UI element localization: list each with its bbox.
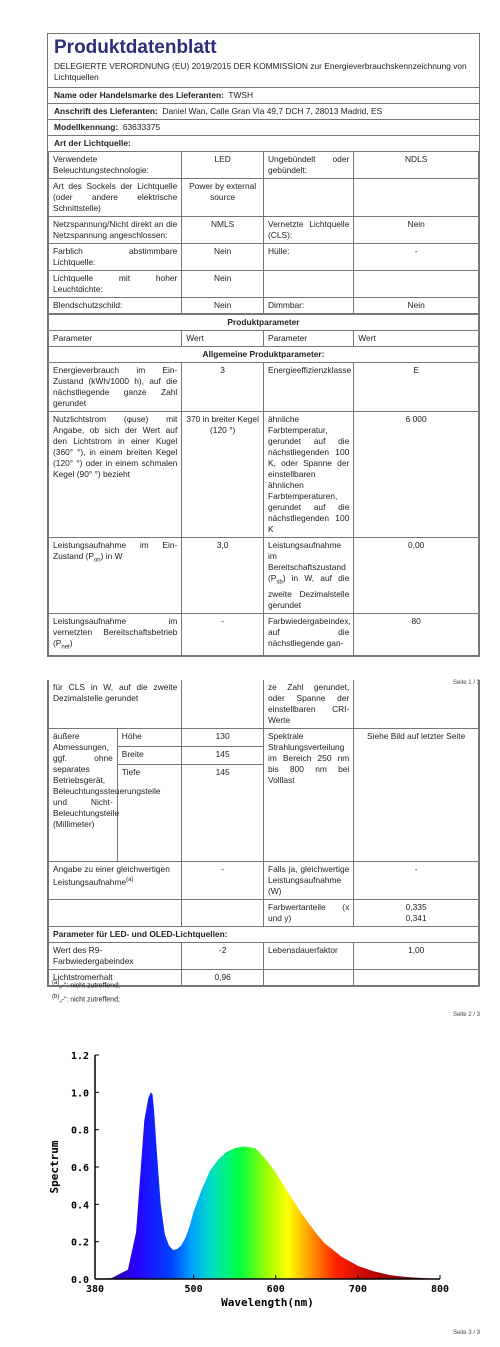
light-type-row (48, 135, 479, 151)
spectral-distribution-value: Siehe Bild auf letzter Seite (354, 729, 479, 862)
col-value-header-2: Wert (354, 331, 479, 347)
r9-value: -2 (182, 943, 264, 970)
product-params-table-cont (48, 680, 479, 986)
light-type-label: Art der Lichtquelle: (54, 138, 131, 148)
model-row (48, 119, 479, 135)
x-tick-label: 380 (85, 1284, 105, 1295)
energy-consumption-label: Energieverbrauch im Ein-Zustand (kWh/1000 h), auf die nächstliegende ganze Zahl gerundet (49, 363, 182, 412)
lifetime-factor-label: Lebensdauerfaktor (263, 943, 353, 970)
empty-cell (49, 900, 182, 927)
light-source-value-2: Nein (354, 298, 479, 314)
equivalent-power-text: Angabe zu einer gleichwertigen Leistungsaufnahme (53, 864, 170, 887)
energy-consumption-value: 3 (182, 363, 264, 412)
light-source-row (49, 244, 479, 271)
cct-value: 6 000 (354, 412, 479, 538)
datasheet-frame-2 (47, 680, 480, 990)
y-tick-label: 0.6 (70, 1163, 89, 1174)
standby-power-label (263, 538, 353, 614)
light-source-value: Nein (182, 298, 264, 314)
y-tick-label: 0.0 (70, 1275, 89, 1286)
equivalent-power-w-value: - (354, 862, 479, 900)
networked-standby-label (49, 613, 182, 656)
light-source-value: Nein (182, 271, 264, 298)
cct-label: ähnliche Farbtemperatur, gerundet auf die nächstliegenden 100 K, oder Spanne der einstellbaren ähnlichen Farbtemperaturen, gerundet auf die nächstliegenden 100 K (263, 412, 353, 538)
led-params-header: Parameter für LED- und OLED-Lichtquellen: (49, 927, 479, 943)
product-params-table (48, 314, 479, 656)
page-number-3: Seite 3 / 3 (452, 1330, 480, 1336)
empty-cell (182, 900, 264, 927)
luminous-flux-label: Nutzlichtstrom (φuse) mit Angabe, ob sich der Wert auf den Lichtstrom in einer Kugel (360° °), in einem breiten Kegel (120° °) oder in einem schmalen Kegel (90° °) bezieht (49, 412, 182, 538)
light-source-table (48, 151, 479, 314)
lumen-maintenance-label: Lichtstromerhalt (49, 970, 182, 986)
light-source-value: Nein (182, 244, 264, 271)
supplier-address-row (48, 103, 479, 119)
standby-power-value: 0,00 (354, 538, 479, 614)
light-source-label: Farblich abstimmbare Lichtquelle: (49, 244, 182, 271)
on-power-sub: on (93, 557, 101, 564)
light-source-label: Verwendete Beleuchtungstechnologie: (49, 152, 182, 179)
empty-cell (263, 970, 353, 986)
footnote-a-text: „-“: nicht zutreffend; (59, 982, 120, 990)
light-source-label-2: Hülle: (263, 244, 353, 271)
light-source-row (49, 179, 479, 217)
empty-cell (182, 680, 264, 729)
height-value: 130 (182, 729, 264, 747)
light-source-value-2 (354, 271, 479, 298)
light-source-label: Art des Sockels der Lichtquelle (oder andere elektrische Schnittstelle) (49, 179, 182, 217)
y-tick-label: 0.8 (70, 1125, 89, 1137)
on-power-value: 3,0 (182, 538, 264, 614)
regulation-subtitle: DELEGIERTE VERORDNUNG (EU) 2019/2015 DER KOMMISSION zur Energieverbrauchskennzeichnung von Lichtquellen (54, 61, 467, 82)
chromaticity-label: Farbwertanteile (x und y) (263, 900, 353, 927)
page-number-2: Seite 2 / 3 (452, 1012, 480, 1018)
footnote-b (52, 992, 120, 1005)
col-value-header: Wert (182, 331, 264, 347)
light-source-value-2: Nein (354, 217, 479, 244)
networked-standby-label-cont: für CLS in W, auf die zweite Dezimalstelle gerundet (49, 680, 182, 729)
light-source-label-2 (263, 271, 353, 298)
light-source-row (49, 217, 479, 244)
light-source-value: Power by external source (182, 179, 264, 217)
efficiency-class-value: E (354, 363, 479, 412)
x-tick-label: 700 (348, 1284, 367, 1295)
width-label: Breite (117, 747, 182, 765)
cri-label-cont: ze Zahl gerundet, oder Spanne der einstellbaren CRI-Werte (263, 680, 353, 729)
light-source-row (49, 271, 479, 298)
x-axis-label: Wavelength(nm) (221, 1296, 314, 1309)
chromaticity-value (354, 900, 479, 927)
light-source-label: Blendschutzschild: (49, 298, 182, 314)
networked-standby-sub: net (61, 644, 70, 651)
supplier-address: Daniel Wan, Calle Gran Via 49,7 DCH 7, 28013 Madrid, ES (162, 106, 383, 116)
networked-standby-value: - (182, 613, 264, 656)
r9-label: Wert des R9-Farbwiedergabeindex (49, 943, 182, 970)
standby-power-sub: sb (276, 579, 283, 586)
col-param-header-2: Parameter (263, 331, 353, 347)
general-params-header: Allgemeine Produktparameter: (49, 347, 479, 363)
x-tick-label: 600 (266, 1284, 285, 1295)
equivalent-power-label (49, 862, 182, 900)
y-tick-label: 0.2 (70, 1237, 89, 1249)
light-source-value-2: NDLS (354, 152, 479, 179)
standby-power-text: Leistungsaufnahme im Bereitschaftszustand (P (267, 540, 346, 583)
depth-label: Tiefe (117, 765, 182, 862)
light-source-value: NMLS (182, 217, 264, 244)
product-params-header: Produktparameter (49, 315, 479, 331)
luminous-flux-value: 370 in breiter Kegel (120 °) (182, 412, 264, 538)
width-value: 145 (182, 747, 264, 765)
light-source-row (49, 152, 479, 179)
footnote-b-text: „-“: nicht zutreffend; (59, 996, 120, 1004)
empty-cell (354, 970, 479, 986)
footnote-a (52, 978, 120, 991)
networked-standby-text-end: ) (69, 637, 73, 648)
standby-power-text-end: ) in W, auf die zweite Dezimalstelle gerundet (267, 573, 350, 610)
light-source-label-2 (263, 179, 353, 217)
footnote-a-mark: (a) (52, 980, 60, 986)
supplier-name-row (48, 87, 479, 103)
page-number-1: Seite 1 / 3 (452, 680, 480, 686)
on-power-text: Leistungsaufnahme im Ein-Zustand (P (53, 540, 178, 561)
model-id: 63633375 (122, 122, 161, 132)
supplier-name: TWSH (228, 90, 254, 100)
cri-label: Farbwiedergabeindex, auf die nächstliegende gan- (263, 613, 353, 656)
equivalent-power-w-label: Falls ja, gleichwertige Leistungsaufnahme (W) (263, 862, 353, 900)
footnote-b-mark: (b) (52, 994, 60, 1000)
lumen-maintenance-value: 0,96 (182, 970, 264, 986)
y-axis-label: Spectrum (48, 1140, 61, 1194)
light-source-label-2: Ungebündelt oder gebündelt: (263, 152, 353, 179)
x-tick-label: 800 (430, 1284, 450, 1295)
chromaticity-x: 0,335 (405, 902, 427, 912)
light-source-label: Lichtquelle mit hoher Leuchtdichte: (49, 271, 182, 298)
networked-standby-text: Leistungsaufnahme im vernetzten Bereitschaftsbetrieb (P (53, 615, 178, 648)
model-label: Modellkennung: (54, 122, 119, 132)
empty-cell (354, 680, 479, 729)
light-source-label: Netzspannung/Nicht direkt an die Netzspannung angeschlossen: (49, 217, 182, 244)
light-source-value-2: - (354, 244, 479, 271)
light-source-value: LED (182, 152, 264, 179)
light-source-label-2: Dimmbar: (263, 298, 353, 314)
spectrum-chart (0, 1030, 500, 1330)
cri-value: 80 (354, 613, 479, 656)
efficiency-class-label: Energieeffizienzklasse (263, 363, 353, 412)
light-source-value-2 (354, 179, 479, 217)
on-power-label (49, 538, 182, 614)
page-title: Produktdatenblatt (54, 37, 217, 58)
page-3 (0, 1030, 500, 1347)
depth-value: 145 (182, 765, 264, 862)
spectrum-fill (95, 1092, 440, 1279)
light-source-label-2: Vernetzte Lichtquelle (CLS): (263, 217, 353, 244)
spectrum-area (95, 1092, 440, 1279)
lifetime-factor-value: 1,00 (354, 943, 479, 970)
dimensions-label: äußere Abmessungen, ggf. ohne separates Betriebsgerät, Beleuchtungssteuerungsteile und Nicht-Beleuchtungsteile (Millimeter) (49, 729, 118, 862)
equivalent-power-value: - (182, 862, 264, 900)
equivalent-power-sup: (a) (126, 877, 134, 883)
chromaticity-y: 0,341 (405, 913, 427, 923)
supplier-address-label: Anschrift des Lieferanten: (54, 106, 158, 116)
x-tick-label: 500 (184, 1284, 203, 1295)
y-tick-label: 0.4 (70, 1200, 89, 1212)
col-param-header: Parameter (49, 331, 182, 347)
light-source-row (49, 298, 479, 314)
on-power-text-end: ) in W (100, 551, 123, 561)
spectral-distribution-label: Spektrale Strahlungsverteilung im Bereich 250 nm bis 800 nm bei Volllast (263, 729, 353, 862)
datasheet-frame-1 (47, 33, 480, 657)
y-tick-label: 1.2 (70, 1051, 89, 1062)
height-label: Höhe (117, 729, 182, 747)
supplier-name-label: Name oder Handelsmarke des Lieferanten: (54, 90, 224, 100)
y-tick-label: 1.0 (70, 1088, 89, 1100)
